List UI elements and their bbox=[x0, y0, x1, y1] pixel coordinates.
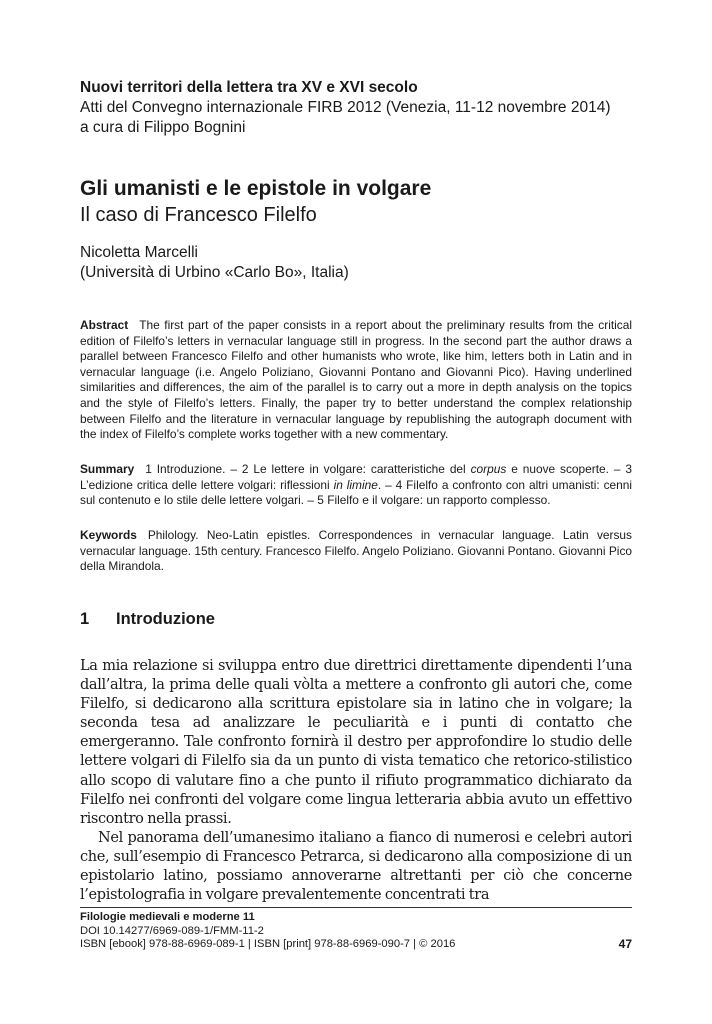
isbn-line: ISBN [ebook] 978-88-6969-089-1 | ISBN [print] 978-88-6969-090-7 | © 2016 bbox=[80, 938, 456, 950]
proceedings-line: Atti del Convegno internazionale FIRB 2012 (Venezia, 11-12 novembre 2014) bbox=[80, 99, 611, 116]
summary-text-2: e nuove scoperte. – 3 L’edizione critica delle lettere volgari: riflessioni bbox=[80, 462, 632, 492]
author-affiliation: (Università di Urbino «Carlo Bo», Italia) bbox=[80, 264, 349, 281]
section-title: Introduzione bbox=[116, 610, 215, 628]
paragraph-1: La mia relazione si sviluppa entro due direttrici direttamente dipendenti l’una dall’altra, la prima delle quali vòlta a mettere a confronto gli autori che, come Filelfo, si dedicarono alla scrittura epistolare sia in latino che in volgare; la seconda tesa ad analizzare le peculiarità e i punti di contatto che emergeranno. Tale confronto fornirà il destro per approfondire lo studio delle lettere volgari di Filelfo sia da un punto di vista tematico che retorico-stilistico allo scopo di valutare fino a che punto il rifiuto programmatico dichiarato da Filelfo nei confronti del volgare come lingua letteraria abbia avuto un effettivo riscontro nella prassi. bbox=[80, 658, 632, 827]
keywords bbox=[80, 528, 632, 575]
summary-italic-2: in limine bbox=[333, 477, 378, 492]
author-name: Nicoletta Marcelli bbox=[80, 244, 199, 261]
summary bbox=[80, 462, 632, 509]
article-heading bbox=[80, 176, 632, 228]
summary-text-1: 1 Introduzione. – 2 Le lettere in volgare: caratteristiche del bbox=[145, 462, 471, 476]
article-subtitle: Il caso di Francesco Filelfo bbox=[80, 204, 317, 226]
keywords-label: Keywords bbox=[80, 528, 137, 542]
section-heading bbox=[80, 610, 215, 629]
abstract bbox=[80, 318, 632, 443]
page bbox=[80, 0, 632, 1024]
editor-line: a cura di Filippo Bognini bbox=[80, 119, 246, 136]
page-footer bbox=[80, 907, 632, 952]
section-number: 1 bbox=[80, 610, 90, 628]
summary-italic-1: corpus bbox=[470, 462, 507, 476]
doi-line: DOI 10.14277/6969-089-1/FMM-11-2 bbox=[80, 924, 264, 937]
body-text bbox=[80, 657, 632, 905]
journal-name: Filologie medievali e moderne 11 bbox=[80, 911, 255, 923]
summary-label: Summary bbox=[80, 462, 135, 476]
abstract-label: Abstract bbox=[80, 318, 129, 332]
volume-title: Nuovi territori della lettera tra XV e XVI secolo bbox=[80, 79, 418, 96]
article-title: Gli umanisti e le epistole in volgare bbox=[80, 177, 432, 200]
abstract-text: The first part of the paper consists in a report about the preliminary results from the critical edition of Filelfo’s letters in vernacular language still in progress. In the second part the author draws a parallel between Francesco Filelfo and other humanists who wrote, like him, letters both in Latin and in vernacular language (i.e. Angelo Poliziano, Giovanni Pontano and Giovanni Pico). Having underlined similarities and differences, the aim of the parallel is to carry out a more in depth analysis on the topics and the style of Filelfo’s letters. Finally, the paper try to better understand the complex relationship between Filelfo and the literature in vernacular language by republishing the autograph document with the index of Filelfo’s complete works together with a new commentary. bbox=[80, 318, 632, 442]
paragraph-2: Nel panorama dell’umanesimo italiano a fianco di numerosi e celebri autori che, sull’esempio di Francesco Petrarca, si dedicarono alla composizione di un epistolario latino, possiamo annoverarne altrettanti per ciò che concerne l’epistolografia in volgare prevalentemente concentrati tra bbox=[80, 829, 632, 904]
keywords-text: Philology. Neo-Latin epistles. Correspondences in vernacular language. Latin versus vernacular language. 15th century. Francesco Filelfo. Angelo Poliziano. Giovanni Pontano. Giovanni Pico della Mirandola. bbox=[80, 528, 632, 574]
author-block bbox=[80, 243, 632, 283]
summary-text-3: . – 4 Filelfo a confronto con altri umanisti: cenni sul contenuto e lo stile delle lettere volgari. – 5 Filelfo e il volgare: un rapporto complesso. bbox=[80, 477, 632, 508]
page-number: 47 bbox=[618, 937, 632, 951]
volume-header bbox=[80, 78, 632, 138]
